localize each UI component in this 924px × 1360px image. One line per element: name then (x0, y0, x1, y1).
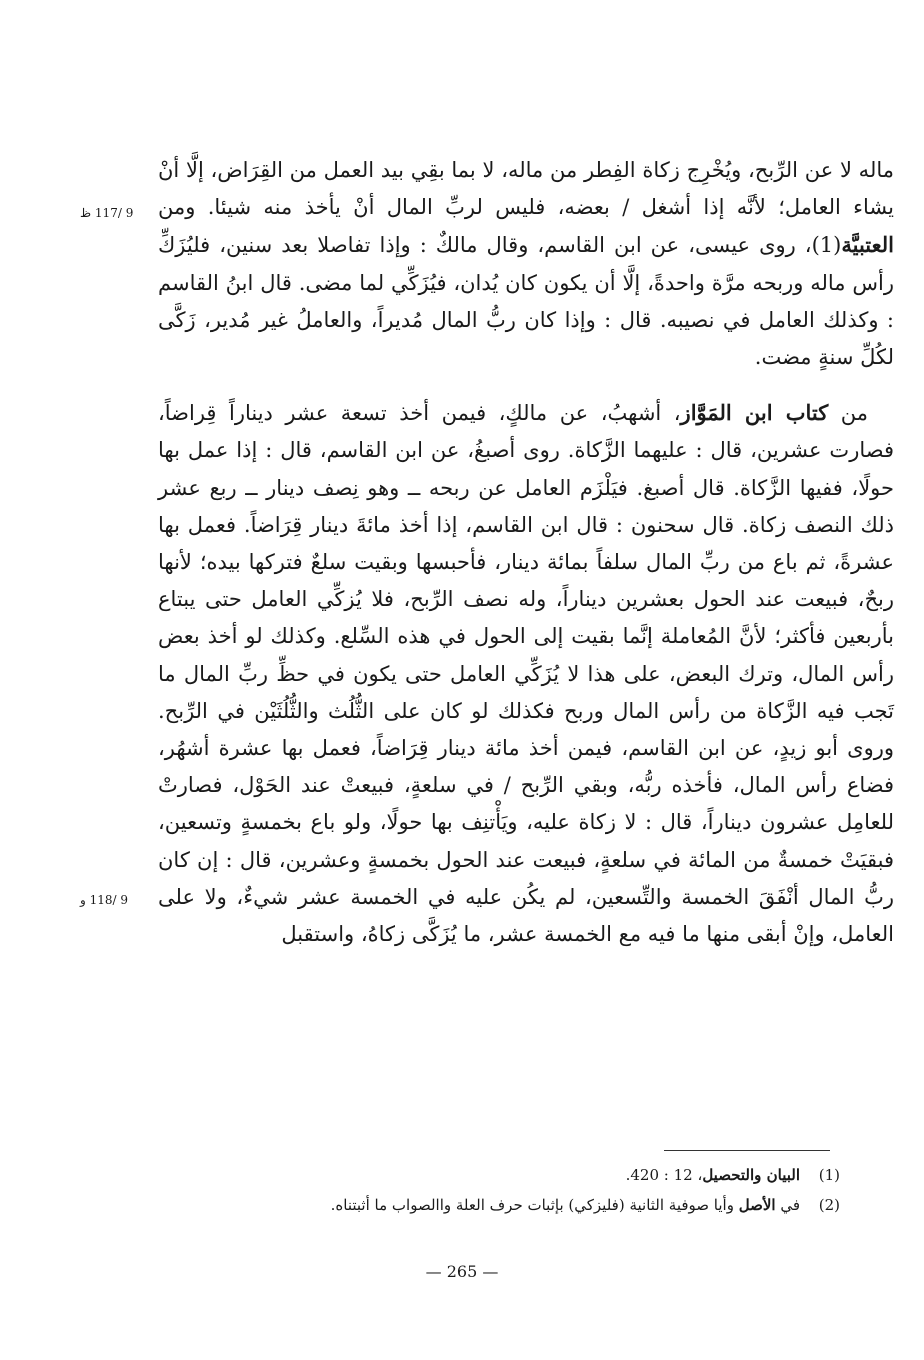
footnote-divider (664, 1150, 830, 1151)
paragraph-2-text-1: من (828, 401, 868, 426)
book-title-utbiyya: العتبيَّة (841, 232, 894, 258)
footnote-2-text-1: في (775, 1196, 800, 1214)
margin-folio-note-118: 9 /118 و (80, 893, 129, 907)
book-title-ibn-al-mawwaz: كتاب ابن المَوَّاز (680, 400, 829, 426)
paragraph-1-text-2: (1)، روى عيسى، عن ابن القاسم، وقال مالكٌ : وإذا تفاصلا بعد سنين، فليُزَكِّ رأس ماله وربحه مرَّة واحدةً، إلَّا أن يكون كان يُدان، فيُزَكِّي لما مضى. قال ابنُ القاسم : وكذلك العامل في نصيبه. قال : وإذا كان ربُّ المال مُديراً، والعاملُ غير مُدير، زَكَّى لكُلِّ سنةٍ مضت. (158, 233, 894, 370)
paragraph-1 (158, 152, 894, 376)
footnote-1-ref: ، 12 : 420. (625, 1166, 703, 1184)
footnote-2-asl: الأصل (738, 1196, 776, 1214)
paragraph-1-text-1: ماله لا عن الرِّبح، ويُخْرِج زكاة الفِطر من ماله، لا بما بقِي بيد العمل من القِرَاض، إلَّا أنْ يشاء العامل؛ لأنَّه إذا أشغل / بعضه، فليس لربِّ المال أنْ يأخذ منه شيئا. ومن (158, 158, 894, 220)
footnote-2-number: (2) (818, 1196, 840, 1214)
paragraph-2-text-2: ، أشهبُ، عن مالكٍ، فيمن أخذ تسعة عشر ديناراً قِراضاً، فصارت عشرين، قال : عليهما الزَّكاة. روى أصبغُ، عن ابن القاسم، قال : إذا عمل بها حولًا، ففيها الزَّكاة. قال أصبغ. فيَلْزَم العامل عن ربحه ــ وهو نِصف دينار ــ ربع عشر ذلك النصف زكاة. قال سحنون : قال ابن القاسم، إذا أخذ مائةَ دينار قِرَاضاً. فعمل بها عشرةً، ثم باع من ربِّ المال سلفاً بمائة دينار، فأحبسها وبقيت سلعٌ فتركها بيده؛ لأنها ربحٌ، فبيعت عند الحول بعشرين ديناراً، وله نصف الرِّبح، فلا يُزكِّي العامل حتى يبتاع بأربعين فأكثر؛ لأنَّ المُعاملة إنَّما بقيت إلى الحول في هذه السِّلع. وكذلك لو أخذ بعض رأس المال، وترك البعض، على هذا لا يُزَكِّي العامل حتى يكون في حظِّ ربِّ المال ما تَجب فيه الزَّكاة من رأس المال وربح فكذلك لو كان على الثُّلُث والثُّلُثَيْن في الرِّبح. وروى أبو زيدٍ، عن ابن القاسم، فيمن أخذ مائة دينار قِرَاضاً، فعمل بها عشرة أشهُر، فضاع رأس المال، فأخذه ربُّه، وبقي الرِّبح / في سلعةٍ، فبيعتْ عند الحَوْل، فصارتْ للعامِل عشرون ديناراً، قال : لا زكاة عليه، ويَأْتنِف بها حولًا، ولو باع بخمسةٍ وتسعين، فبقيَتْ خمسةٌ من المائة في سلعةٍ، فبيعت عند الحول بخمسةٍ وعشرين، قال : إن كان ربُّ المال أنْفَقَ الخمسة والتِّسعين، لم يكُن عليه في الخمسة عشر شيءٌ، ولا على العامل، وإنْ أبقى منها ما فيه مع الخمسة عشر، ما يُزَكَّى زكاهُ، واستقبل (158, 401, 894, 947)
margin-folio-note-117: 9 /117 ظ (80, 206, 134, 220)
footnote-2 (160, 1190, 840, 1220)
paragraph-2 (158, 394, 894, 953)
main-text-body (158, 152, 894, 953)
page-number: — 265 — (425, 1262, 499, 1281)
footnote-2-text (160, 1190, 800, 1220)
footnote-1-book: البيان والتحصيل (702, 1166, 800, 1184)
footnote-2-text-2: وأيا صوفية الثانية (فليزكي) بإثبات حرف العلة واالصواب ما أثبتناه. (330, 1196, 739, 1214)
footnote-1 (160, 1160, 840, 1190)
footnote-1-text (160, 1160, 800, 1190)
footnote-1-number: (1) (818, 1166, 840, 1184)
footnotes (160, 1160, 840, 1220)
